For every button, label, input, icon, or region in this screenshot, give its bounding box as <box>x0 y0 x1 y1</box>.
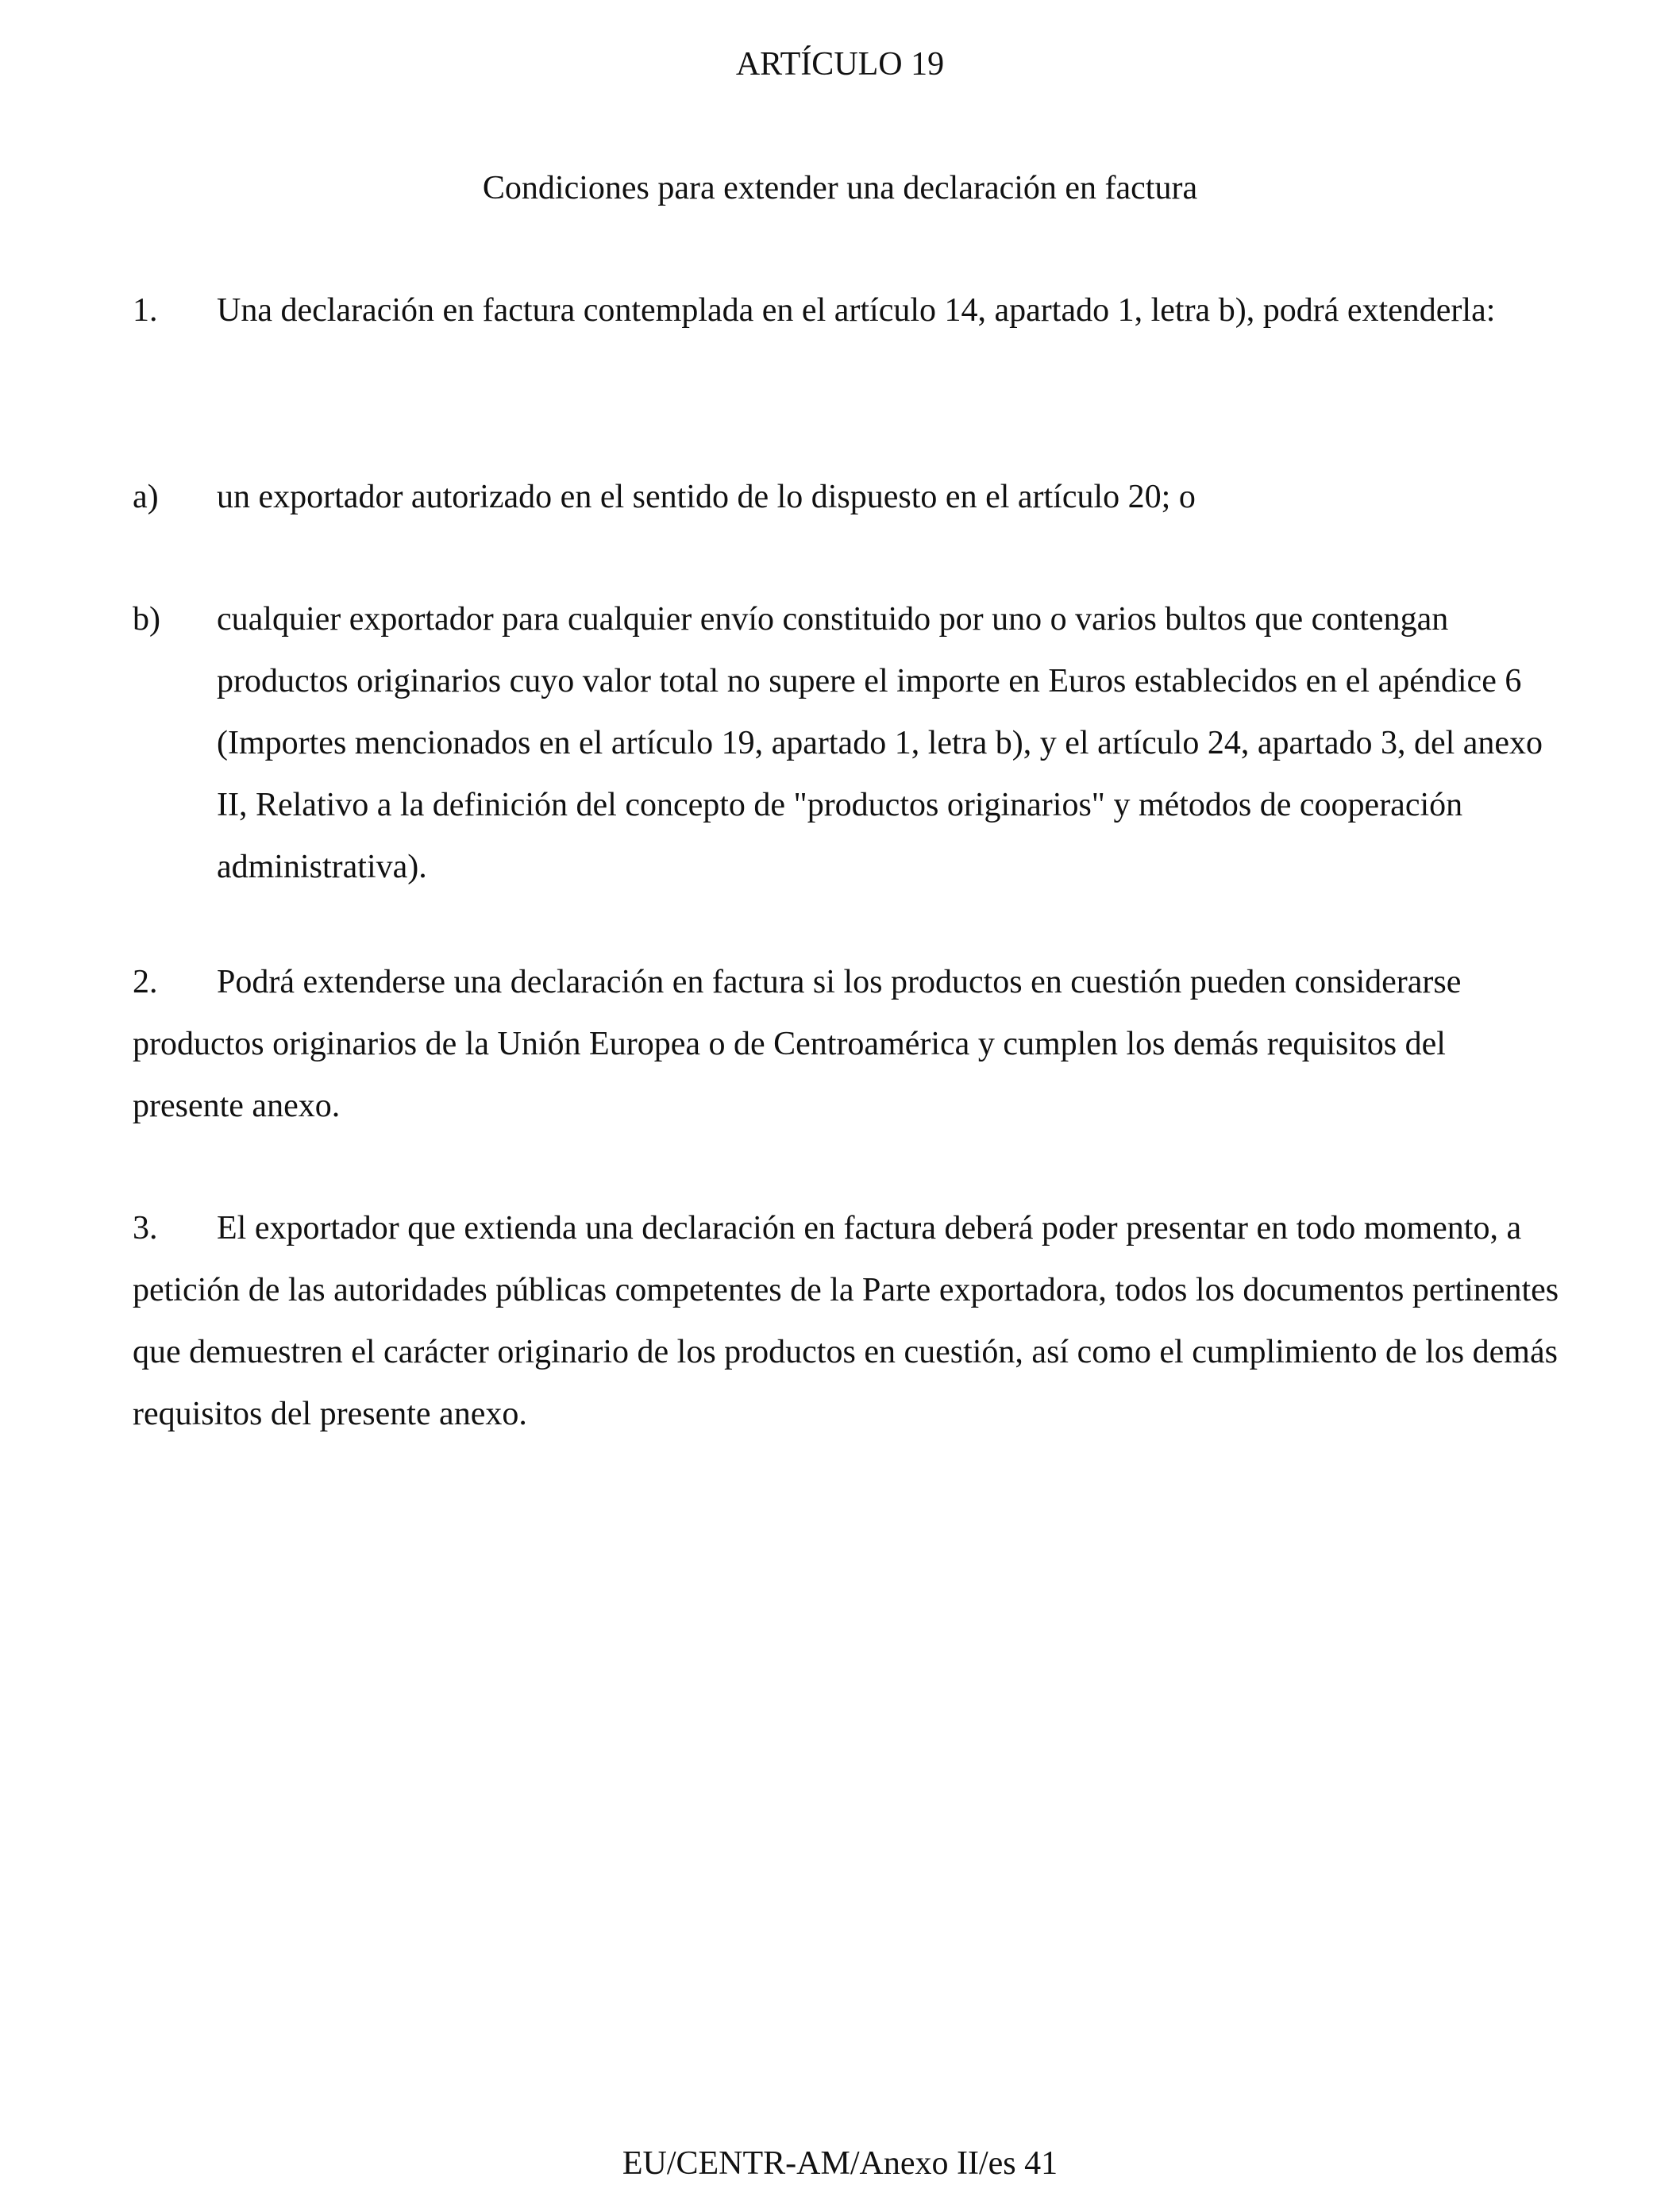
list-item-label: b) <box>133 601 160 638</box>
list-item-b <box>133 588 1562 898</box>
paragraph-number: 1. <box>133 292 158 329</box>
paragraph-2 <box>133 951 1562 1137</box>
paragraph-number: 3. <box>133 1210 158 1246</box>
paragraph-1 <box>133 279 1562 341</box>
paragraph-number: 2. <box>133 964 158 1000</box>
paragraph-3 <box>133 1197 1562 1445</box>
list-item-a <box>133 466 1562 528</box>
page-footer-reference: EU/CENTR-AM/Anexo II/es 41 <box>622 2145 1058 2182</box>
article-title: ARTÍCULO 19 <box>735 46 945 83</box>
paragraph-text: El exportador que extienda una declaración en factura deberá poder presentar en todo momento, a petición de las autoridades públicas competentes de la Parte exportadora, todos los documentos pertinentes que demuestren el carácter originario de los productos en cuestión, así como el cumplimiento de los demás requisitos del presente anexo. <box>133 1210 1559 1432</box>
paragraph-text: Una declaración en factura contemplada en el artículo 14, apartado 1, letra b), podrá extenderla: <box>217 292 1496 329</box>
list-item-text: cualquier exportador para cualquier envío constituido por uno o varios bultos que contengan productos originarios cuyo valor total no supere el importe en Euros establecidos en el apéndice 6 (Importes mencionados en el artículo 19, apartado 1, letra b), y el artículo 24, apartado 3, del anexo II, Relativo a la definición del concepto de "productos originarios" y métodos de cooperación administrativa). <box>217 601 1543 885</box>
paragraph-text: Podrá extenderse una declaración en factura si los productos en cuestión pueden considerarse productos originarios de la Unión Europea o de Centroamérica y cumplen los demás requisitos del presente anexo. <box>133 964 1462 1124</box>
list-item-label: a) <box>133 479 159 515</box>
list-item-text: un exportador autorizado en el sentido de lo dispuesto en el artículo 20; o <box>217 479 1196 515</box>
article-subtitle: Condiciones para extender una declaración en factura <box>482 170 1198 206</box>
